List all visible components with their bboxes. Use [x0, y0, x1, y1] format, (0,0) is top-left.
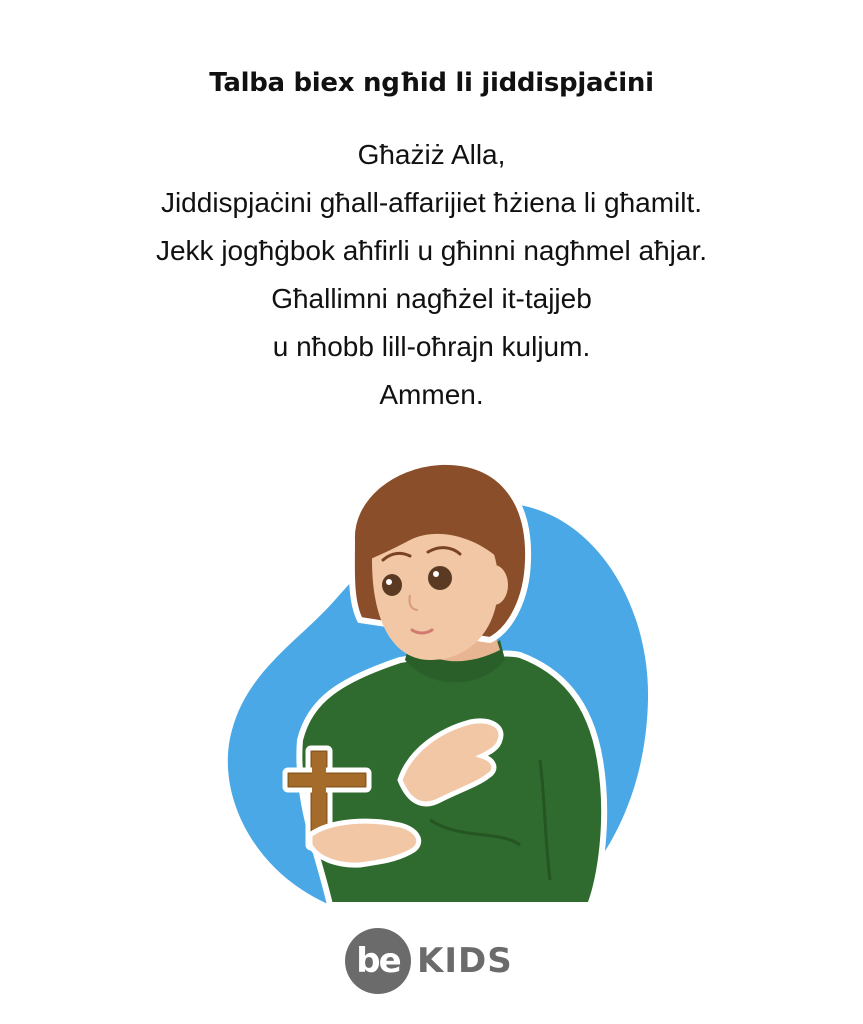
- left-eye: [382, 574, 402, 596]
- logo-be-badge: be: [345, 928, 411, 994]
- bekids-logo: [345, 928, 513, 994]
- prayer-line: u nħobb lill-oħrajn kuljum.: [272, 331, 591, 362]
- prayer-line: Jekk jogħġbok aħfirli u għinni nagħmel aħjar.: [155, 235, 708, 266]
- prayer-line: Għallimni nagħżel it-tajjeb: [271, 283, 592, 314]
- prayer-line: Għażiż Alla,: [357, 139, 506, 170]
- right-eye: [428, 566, 452, 590]
- logo-kids-text: KIDS: [417, 941, 513, 981]
- ear: [480, 565, 508, 605]
- prayer-line: Ammen.: [379, 379, 484, 410]
- prayer-line: Jiddispjaċini għall-affarijiet ħżiena li għamilt.: [160, 187, 703, 218]
- prayer-title: Talba biex ngħid li jiddispjaċini: [209, 68, 654, 98]
